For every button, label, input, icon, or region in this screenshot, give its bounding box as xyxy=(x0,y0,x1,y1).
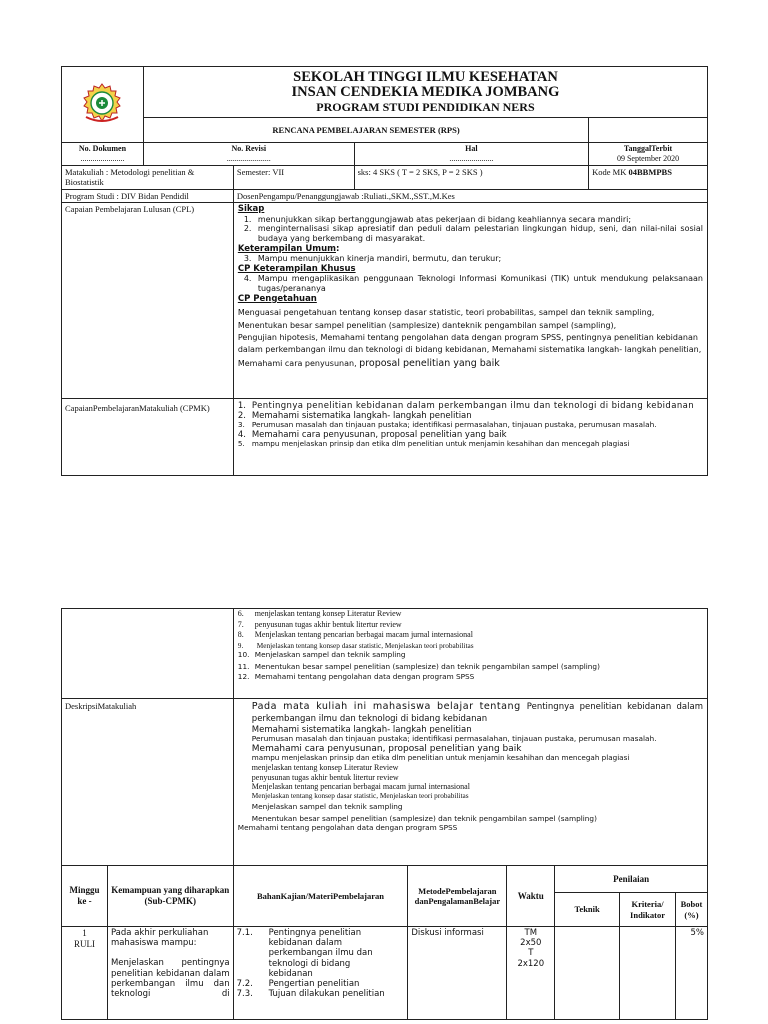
rps-header-table xyxy=(61,66,708,476)
deskripsi-lines xyxy=(238,725,703,825)
list-number: 6. xyxy=(237,609,244,618)
list-number: 7.3. xyxy=(236,989,253,1000)
header-bobot: Bobot (%) xyxy=(675,893,707,927)
list-item xyxy=(238,650,703,660)
cp-line-3 xyxy=(238,332,703,372)
list-text: Mampu mengaplikasikan penggunaan Teknologi Informasi Komunikasi (TIK) untuk mendukung pelaksanaan tugas/perananya xyxy=(257,274,703,294)
list-item xyxy=(238,609,703,620)
cp-line-4: proposal penelitian yang baik xyxy=(359,357,500,369)
no-revisi-value: ...................... xyxy=(226,153,271,163)
institution-logo-icon xyxy=(78,81,126,125)
list-number: 3. xyxy=(237,420,245,430)
list-text: Tujuan dilakukan penelitian xyxy=(268,989,385,1000)
deskripsi-line: Memahami sistematika langkah- langkah penelitian xyxy=(251,724,472,735)
list-text: Menjelaskan tentang pencarian berbagai macam jurnal internasional xyxy=(254,630,473,640)
doc-title: RENCANA PEMBELAJARAN SEMESTER (RPS) xyxy=(143,118,588,143)
list-number: 10. xyxy=(237,650,250,660)
list-item xyxy=(237,928,405,979)
list-text: penyusunan tugas akhir bentuk litertur review xyxy=(254,619,402,629)
cpmk-content xyxy=(233,399,707,476)
tanggal-label: TanggalTerbit xyxy=(623,144,673,153)
row-kemampuan xyxy=(107,927,233,1020)
list-number: 12. xyxy=(237,671,250,681)
header-kemampuan: Kemampuan yang diharapkan (Sub-CPMK) xyxy=(107,866,233,927)
deskripsi-line: Memahami cara penyusunan, proposal penelitian yang baik xyxy=(251,743,522,754)
deskripsi-line: Perumusan masalah dan tinjauan pustaka; identifikasi permasalahan, tinjauan pustaka, perumusan masalah. xyxy=(251,733,657,743)
list-item xyxy=(244,254,703,264)
hal-cell xyxy=(354,143,589,166)
cpmk-list-continued xyxy=(238,609,703,681)
deskripsi-intro-a: Pada mata kuliah ini mahasiswa belajar tentang xyxy=(251,701,527,712)
no-dokumen-label: No. Dokumen xyxy=(78,144,127,153)
deskripsi-label: DeskripsiMatakuliah xyxy=(62,699,234,866)
logo-cell xyxy=(62,67,144,143)
header-kriteria: Kriteria/ Indikator xyxy=(620,893,676,927)
list-text: Pentingnya penelitian kebidanan dalam perkembangan ilmu dan teknologi di bidang kebidanan xyxy=(268,928,373,979)
kode-mk-label: Kode MK xyxy=(592,167,629,177)
sikap-list xyxy=(238,215,703,244)
school-name: SEKOLAH TINGGI ILMU KESEHATAN xyxy=(293,69,558,85)
no-revisi-label: No. Revisi xyxy=(231,144,267,153)
table-row xyxy=(62,927,708,1020)
kode-mk-value: 04BBMPBS xyxy=(628,167,672,177)
list-item xyxy=(244,215,703,225)
keterampilan-umum-heading: Keterampilan Umum: xyxy=(237,243,340,254)
list-number: 5. xyxy=(237,438,245,448)
doc-title-blank xyxy=(589,118,708,143)
institution-title-cell xyxy=(143,67,707,118)
tanggal-value: 09 September 2020 xyxy=(616,153,680,163)
list-item xyxy=(244,224,703,244)
header-metode: MetodePembelajaran danPengalamanBelajar xyxy=(408,866,507,927)
deskripsi-line: Menjelaskan tentang konsep dasar statistic, Menjelaskan teori probabilitas xyxy=(251,790,469,800)
institution-name: INSAN CENDEKIA MEDIKA JOMBANG xyxy=(291,84,560,100)
list-text: Memahami cara penyusunan, proposal penelitian yang baik xyxy=(251,429,507,440)
list-number: 9. xyxy=(237,640,244,650)
list-number: 2. xyxy=(243,224,252,234)
row-waktu xyxy=(507,927,555,1020)
waktu-t: T xyxy=(528,948,534,959)
list-item xyxy=(237,989,405,999)
cpl-content xyxy=(233,203,707,399)
cpmk-continued-content xyxy=(233,609,707,699)
list-number: 4. xyxy=(237,429,246,440)
list-item xyxy=(238,620,703,631)
list-number: 4. xyxy=(243,274,252,284)
list-item xyxy=(238,440,703,448)
program-studi-cell: Program Studi : DIV Bidan Pendidil xyxy=(62,190,234,203)
cpmk-list xyxy=(238,401,703,448)
no-revisi-cell xyxy=(143,143,354,166)
deskripsi-line: penyusunan tugas akhir bentuk litertur review xyxy=(251,772,399,782)
no-dokumen-value: ...................... xyxy=(80,153,125,163)
cp-pengetahuan-text xyxy=(238,307,703,371)
list-text: Pengertian penelitian xyxy=(268,978,360,989)
row-metode: Diskusi informasi xyxy=(408,927,507,1020)
hal-value: ...................... xyxy=(449,153,494,163)
list-number: 1. xyxy=(243,214,252,224)
schedule-table xyxy=(61,865,708,1020)
cp-line-2: Menentukan besar sampel penelitian (samplesize) danteknik pengambilan sampel (sampling), xyxy=(237,320,617,330)
list-text: Menjelaskan sampel dan teknik sampling xyxy=(254,650,406,660)
list-text: menunjukkan sikap bertanggungjawab atas pekerjaan di bidang keahliannya secara mandiri; xyxy=(257,214,632,224)
deskripsi-line: menjelaskan tentang konsep Literatur Review xyxy=(251,763,399,773)
list-item xyxy=(238,672,703,682)
list-item xyxy=(238,662,703,672)
list-number: 7. xyxy=(237,619,244,629)
cp-pengetahuan-heading: CP Pengetahuan xyxy=(237,293,317,304)
keterampilan-khusus-heading: CP Keterampilan Khusus xyxy=(237,263,356,274)
list-number: 3. xyxy=(243,254,252,264)
list-number: 2. xyxy=(237,411,246,422)
sikap-heading: Sikap xyxy=(237,204,265,215)
kode-mk-cell xyxy=(589,166,708,190)
deskripsi-line: Menentukan besar sampel penelitian (samplesize) dan teknik pengambilan sampel (sampling) xyxy=(251,814,597,824)
list-number: 8. xyxy=(237,630,244,640)
cpl-label: Capaian Pembelajaran Lulusan (CPL) xyxy=(62,203,234,399)
list-item xyxy=(237,979,405,989)
cp-line-3-text: Pengujian hipotesis, Memahami tentang pengolahan data dengan program SPSS, pentingnya penelitian kebidanan dalam perkembangan ilmu dan teknologi di bidang kebidanan, Memahami sistematika langkah- langkah penelitian, Memahami cara penyusunan, xyxy=(237,332,702,368)
list-text: Pentingnya penelitian kebidanan dalam perkembangan ilmu dan teknologi di bidang kebidanan xyxy=(251,401,695,412)
list-text: Mampu menunjukkan kinerja mandiri, bermutu, dan terukur; xyxy=(257,254,502,264)
sks-cell: sks: 4 SKS ( T = 2 SKS, P = 2 SKS ) xyxy=(354,166,589,190)
deskripsi-intro-b: Pentingnya penelitian kebidanan dalam perkembangan ilmu dan teknologi di bidang kebidanan xyxy=(251,702,703,724)
list-text: Perumusan masalah dan tinjauan pustaka; identifikasi permasalahan, tinjauan pustaka, perumusan masalah. xyxy=(251,420,657,430)
header-teknik: Teknik xyxy=(555,893,620,927)
page-two xyxy=(61,608,708,1020)
hal-label: Hal xyxy=(465,144,478,153)
list-number: 7.1. xyxy=(236,928,253,938)
rps-continued-table xyxy=(61,608,708,866)
waktu-t-value: 2x120 xyxy=(517,958,545,969)
waktu-tm: TM xyxy=(524,928,538,938)
list-item xyxy=(244,274,703,294)
cpmk-continued-label xyxy=(62,609,234,699)
dosen-pengampu-cell: DosenPengampu/Penanggungjawab :Ruliati.,SKM.,SST.,M.Kes xyxy=(233,190,707,203)
header-penilaian: Penilaian xyxy=(555,866,708,893)
waktu-tm-value: 2x50 xyxy=(520,938,542,949)
list-number: 1. xyxy=(237,401,246,412)
row-bobot: 5% xyxy=(675,927,707,1020)
cp-line-1: Menguasai pengetahuan tentang konsep dasar statistic, teori probabilitas, sampel dan teknik sampling, xyxy=(237,308,655,318)
semester-cell: Semester: VII xyxy=(233,166,354,190)
ku-heading-text: Keterampilan Umum xyxy=(237,243,336,254)
header-bahan-kajian: BahanKajian/MateriPembelajaran xyxy=(233,866,408,927)
kemampuan-detail: Menjelaskan pentingnya penelitian kebidanan dalam perkembangan ilmu dan teknologi di xyxy=(110,958,230,999)
deskripsi-line: Menjelaskan sampel dan teknik sampling xyxy=(251,801,403,811)
deskripsi-line: Memahami tentang pengolahan data dengan program SPSS xyxy=(237,823,458,833)
deskripsi-content xyxy=(233,699,707,866)
row-bahan-kajian xyxy=(233,927,408,1020)
list-text: menjelaskan tentang konsep Literatur Review xyxy=(254,609,402,618)
cpmk-label: CapaianPembelajaranMatakuliah (CPMK) xyxy=(62,399,234,476)
list-number: 7.2. xyxy=(236,978,253,989)
list-number: 11. xyxy=(237,661,250,671)
list-text: Menentukan besar sampel penelitian (samplesize) dan teknik pengambilan sampel (sampling) xyxy=(254,661,600,671)
header-waktu: Waktu xyxy=(507,866,555,927)
header-minggu: Minggu ke - xyxy=(62,866,108,927)
list-text: mampu menjelaskan prinsip dan etika dlm penelitian untuk menjamin kesahihan dan mencegah plagiasi xyxy=(251,438,630,448)
matakuliah-cell: Matakuliah : Metodologi penelitian & Biostatistik xyxy=(62,166,234,190)
list-text: Memahami tentang pengolahan data dengan program SPSS xyxy=(254,671,475,681)
deskripsi-intro xyxy=(238,701,703,725)
minggu-number: 1 xyxy=(82,928,87,938)
list-text: Memahami sistematika langkah- langkah penelitian xyxy=(251,411,472,422)
kk-list xyxy=(238,274,703,294)
deskripsi-line: Menjelaskan tentang pencarian berbagai macam jurnal internasional xyxy=(251,782,470,792)
tanggal-cell xyxy=(589,143,708,166)
list-item xyxy=(238,641,703,651)
row-teknik xyxy=(555,927,620,1020)
no-dokumen-cell xyxy=(62,143,144,166)
program-name: PROGRAM STUDI PENDIDIKAN NERS xyxy=(316,100,535,114)
page-one xyxy=(61,66,708,476)
row-minggu xyxy=(62,927,108,1020)
kemampuan-intro: Pada akhir perkuliahan mahasiswa mampu: xyxy=(110,928,209,949)
list-text: menginternalisasi sikap apresiatif dan peduli dalam pelestarian lingkungan hidup, seni, dan nilai-nilai sosial budaya yang berkembang di masyarakat. xyxy=(257,224,703,244)
list-item xyxy=(238,421,703,430)
list-text: Menjelaskan tentang konsep dasar statistic, Menjelaskan teori probabilitas xyxy=(256,640,474,650)
list-item xyxy=(238,630,703,641)
list-item xyxy=(238,401,703,411)
row-kriteria xyxy=(620,927,676,1020)
minggu-dosen: RULI xyxy=(73,938,95,949)
ku-list xyxy=(238,254,703,264)
deskripsi-line: mampu menjelaskan prinsip dan etika dlm penelitian untuk menjamin kesahihan dan mencegah plagiasi xyxy=(251,753,630,763)
bahan-list xyxy=(237,928,405,999)
